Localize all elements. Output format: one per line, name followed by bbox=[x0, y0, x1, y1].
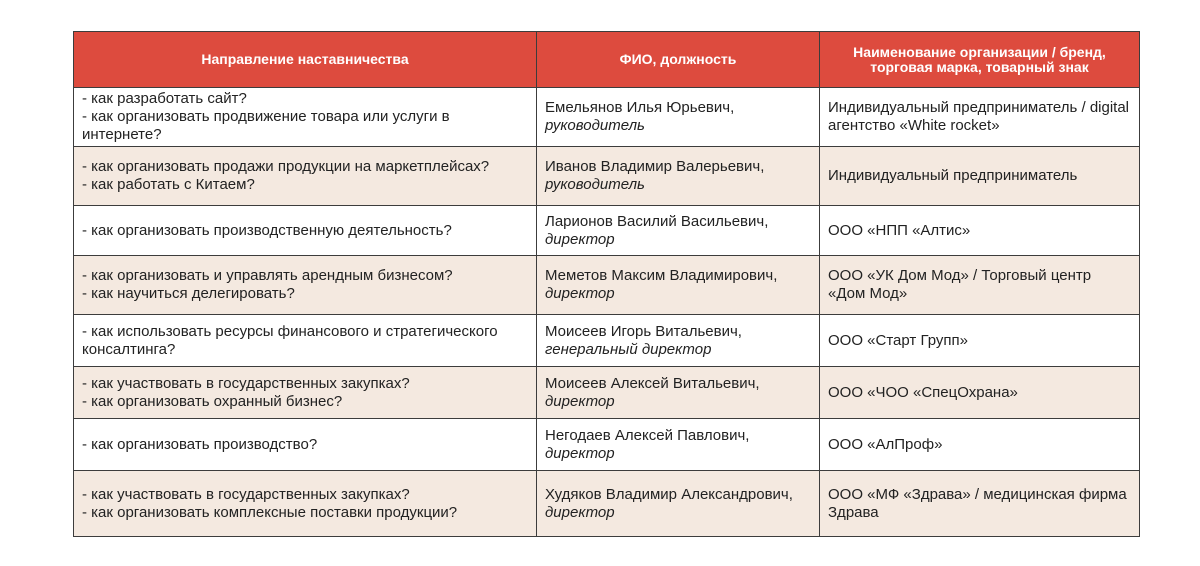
person-name: Ларионов Василий Васильевич, bbox=[545, 212, 769, 230]
direction-cell bbox=[74, 206, 537, 256]
person-role: директор bbox=[545, 392, 615, 410]
table-header-row bbox=[74, 32, 1140, 88]
direction-item: - как организовать охранный бизнес? bbox=[82, 392, 343, 410]
person-role: генеральный директор bbox=[545, 340, 712, 358]
direction-item: - как участвовать в государственных закупках? bbox=[82, 485, 410, 503]
organization-cell: ООО «УК Дом Мод» / Торговый центр «Дом Мод» bbox=[820, 256, 1140, 315]
direction-cell bbox=[74, 419, 537, 471]
direction-item: - как использовать ресурсы финансового и стратегического консалтинга? bbox=[82, 322, 498, 358]
person-cell bbox=[537, 88, 820, 147]
person-name: Негодаев Алексей Павлович, bbox=[545, 426, 750, 444]
direction-cell bbox=[74, 256, 537, 315]
header-organization: Наименование организации / бренд, торговая марка, товарный знак bbox=[820, 32, 1140, 88]
table-row bbox=[74, 206, 1140, 256]
direction-cell bbox=[74, 367, 537, 419]
table-row bbox=[74, 367, 1140, 419]
direction-cell bbox=[74, 147, 537, 206]
person-role: директор bbox=[545, 503, 615, 521]
organization-cell: ООО «Старт Групп» bbox=[820, 315, 1140, 367]
table-row bbox=[74, 147, 1140, 206]
organization-cell: Индивидуальный предприниматель / digital агентство «White rocket» bbox=[820, 88, 1140, 147]
organization-cell: ООО «ЧОО «СпецОхрана» bbox=[820, 367, 1140, 419]
table-row bbox=[74, 315, 1140, 367]
direction-cell bbox=[74, 88, 537, 147]
direction-cell bbox=[74, 315, 537, 367]
table-row bbox=[74, 88, 1140, 147]
person-name: Меметов Максим Владимирович, bbox=[545, 267, 778, 284]
person-role: директор bbox=[545, 230, 615, 248]
person-name: Худяков Владимир Александрович, bbox=[545, 485, 793, 503]
table-row bbox=[74, 471, 1140, 537]
direction-item: - как организовать продажи продукции на маркетплейсах? bbox=[82, 158, 490, 175]
organization-cell: ООО «АлПроф» bbox=[820, 419, 1140, 471]
mentors-table bbox=[73, 31, 1140, 537]
person-cell bbox=[537, 471, 820, 537]
direction-item: - как участвовать в государственных закупках? bbox=[82, 374, 410, 392]
direction-item: - как организовать производственную деятельность? bbox=[82, 221, 452, 239]
organization-cell: ООО «НПП «Алтис» bbox=[820, 206, 1140, 256]
person-role: руководитель bbox=[545, 117, 645, 134]
person-role: директор bbox=[545, 285, 615, 302]
direction-item: - как организовать продвижение товара или услуги в интернете? bbox=[82, 108, 450, 143]
person-cell bbox=[537, 256, 820, 315]
direction-item: - как научиться делегировать? bbox=[82, 285, 295, 302]
person-cell bbox=[537, 147, 820, 206]
person-name: Моисеев Игорь Витальевич, bbox=[545, 322, 742, 340]
direction-item: - как организовать и управлять арендным бизнесом? bbox=[82, 267, 453, 284]
direction-item: - как работать с Китаем? bbox=[82, 176, 255, 193]
person-cell bbox=[537, 419, 820, 471]
organization-cell: Индивидуальный предприниматель bbox=[820, 147, 1140, 206]
person-role: директор bbox=[545, 444, 615, 462]
person-name: Иванов Владимир Валерьевич, bbox=[545, 158, 765, 175]
direction-cell bbox=[74, 471, 537, 537]
direction-item: - как организовать производство? bbox=[82, 435, 318, 453]
person-cell bbox=[537, 367, 820, 419]
person-role: руководитель bbox=[545, 176, 645, 193]
table-row bbox=[74, 419, 1140, 471]
organization-cell: ООО «МФ «Здрава» / медицинская фирма Здрава bbox=[820, 471, 1140, 537]
person-name: Емельянов Илья Юрьевич, bbox=[545, 99, 735, 116]
person-name: Моисеев Алексей Витальевич, bbox=[545, 374, 760, 392]
header-person: ФИО, должность bbox=[537, 32, 820, 88]
header-direction: Направление наставничества bbox=[74, 32, 537, 88]
direction-item: - как разработать сайт? bbox=[82, 90, 247, 107]
person-cell bbox=[537, 315, 820, 367]
direction-item: - как организовать комплексные поставки продукции? bbox=[82, 503, 458, 521]
table-row bbox=[74, 256, 1140, 315]
person-cell bbox=[537, 206, 820, 256]
